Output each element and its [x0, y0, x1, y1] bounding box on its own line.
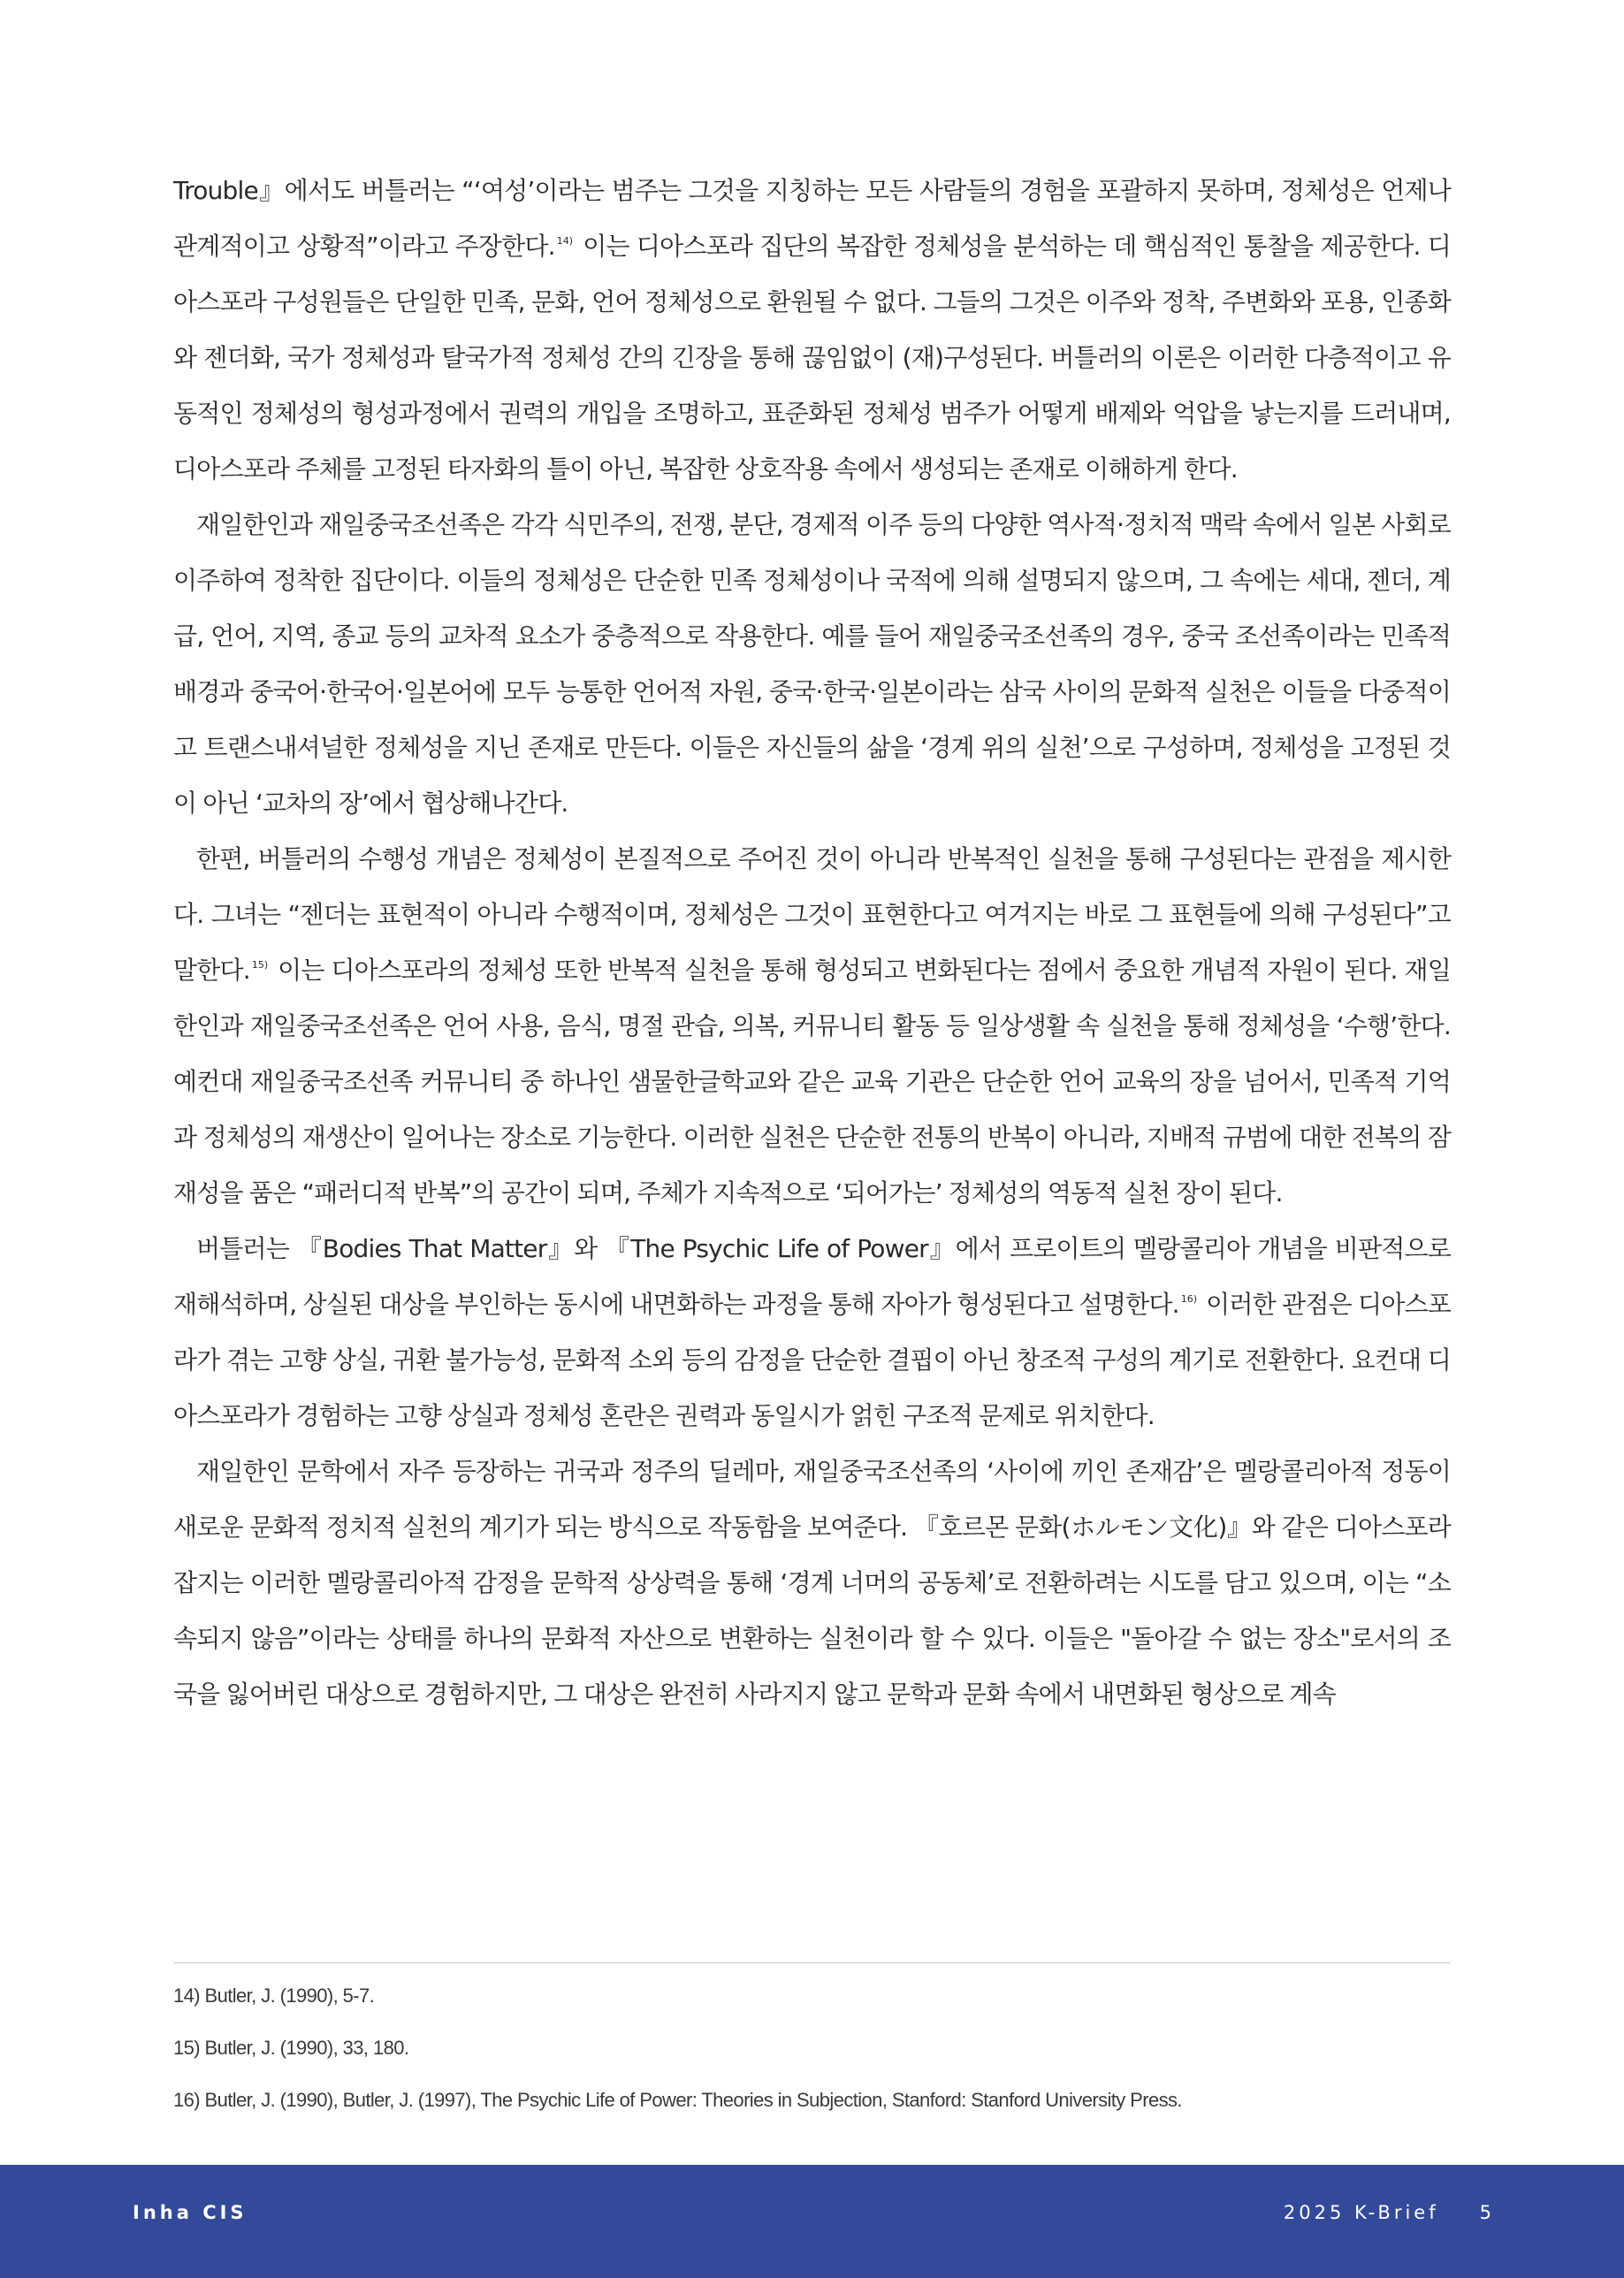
- footer-right: [1284, 2202, 1491, 2223]
- paragraph-3-text-b: 이는 디아스포라의 정체성 또한 반복적 실천을 통해 형성되고 변화된다는 점에서 중요한 개념적 자원이 된다. 재일한인과 재일중국조선족은 언어 사용, 음식, 명절 관습, 의복, 커뮤니티 활동 등 일상생활 속 실천을 통해 정체성을 ‘수행’한다. 예컨대 재일중국조선족 커뮤니티 중 하나인 샘물한글학교와 같은 교육 기관은 단순한 언어 교육의 장을 넘어서, 민족적 기억과 정체성의 재생산이 일어나는 장소로 기능한다. 이러한 실천은 단순한 전통의 반복이 아니라, 지배적 규범에 대한 전복의 잠재성을 품은 “패러디적 반복”의 공간이 되며, 주체가 지속적으로 ‘되어가는’ 정체성의 역동적 실천 장이 된다.: [173, 956, 1451, 1208]
- footer-series: 2025 K-Brief: [1283, 2202, 1439, 2223]
- footnote-ref-15[interactable]: 15): [251, 959, 269, 971]
- footnote-15: 15) Butler, J. (1990), 33, 180.: [173, 2037, 409, 2059]
- article-body: [173, 163, 1451, 1722]
- footnotes: [173, 1969, 1451, 2126]
- paragraph-1-text-b: 이는 디아스포라 집단의 복잡한 정체성을 분석하는 데 핵심적인 통찰을 제공한다. 디아스포라 구성원들은 단일한 민족, 문화, 언어 정체성으로 환원될 수 없다. 그들의 그것은 이주와 정착, 주변화와 포용, 인종화와 젠더화, 국가 정체성과 탈국가적 정체성 간의 긴장을 통해 끊임없이 (재)구성된다. 버틀러의 이론은 이러한 다층적이고 유동적인 정체성의 형성과정에서 권력의 개입을 조명하고, 표준화된 정체성 범주가 어떻게 배제와 억압을 낳는지를 드러내며, 디아스포라 주체를 고정된 타자화의 틀이 아닌, 복잡한 상호작용 속에서 생성되는 존재로 이해하게 한다.: [173, 232, 1451, 484]
- paragraph-3-text-a: 한편, 버틀러의 수행성 개념은 정체성이 본질적으로 주어진 것이 아니라 반복적인 실천을 통해 구성된다는 관점을 제시한다. 그녀는 “젠더는 표현적이 아니라 수행적이며, 정체성은 그것이 표현한다고 여겨지는 바로 그 표현들에 의해 구성된다”고 말한다.: [173, 844, 1451, 985]
- paragraph-5: 재일한인 문학에서 자주 등장하는 귀국과 정주의 딜레마, 재일중국조선족의 ‘사이에 끼인 존재감’은 멜랑콜리아적 정동이 새로운 문화적 정치적 실천의 계기가 되는 방식으로 작동함을 보여준다. 『호르몬 문화(ホルモン文化)』와 같은 디아스포라 잡지는 이러한 멜랑콜리아적 감정을 문학적 상상력을 통해 ‘경계 너머의 공동체’로 전환하려는 시도를 담고 있으며, 이는 “소속되지 않음”이라는 상태를 하나의 문화적 자산으로 변환하는 실천이라 할 수 있다. 이들은 "돌아갈 수 없는 장소"로서의 조국을 잃어버린 대상으로 경험하지만, 그 대상은 완전히 사라지지 않고 문학과 문화 속에서 내면화된 형상으로 계속: [173, 1457, 1451, 1709]
- footnote-14: 14) Butler, J. (1990), 5-7.: [173, 1985, 375, 2007]
- paragraph-3: [173, 831, 1451, 1221]
- paragraph-2: 재일한인과 재일중국조선족은 각각 식민주의, 전쟁, 분단, 경제적 이주 등의 다양한 역사적·정치적 맥락 속에서 일본 사회로 이주하여 정착한 집단이다. 이들의 정체성은 단순한 민족 정체성이나 국적에 의해 설명되지 않으며, 그 속에는 세대, 젠더, 계급, 언어, 지역, 종교 등의 교차적 요소가 중층적으로 작용한다. 예를 들어 재일중국조선족의 경우, 중국 조선족이라는 민족적 배경과 중국어·한국어·일본어에 모두 능통한 언어적 자원, 중국·한국·일본이라는 삼국 사이의 문화적 실천은 이들을 다중적이고 트랜스내셔널한 정체성을 지닌 존재로 만든다. 이들은 자신들의 삶을 ‘경계 위의 실천’으로 구성하며, 정체성을 고정된 것이 아닌 ‘교차의 장’에서 협상해나간다.: [173, 510, 1451, 818]
- paragraph-4: [173, 1221, 1451, 1444]
- footnote-divider: [173, 1962, 1451, 1963]
- paragraph-4-text-b: 이러한 관점은 디아스포라가 겪는 고향 상실, 귀환 불가능성, 문화적 소외 등의 감정을 단순한 결핍이 아닌 창조적 구성의 계기로 전환한다. 요컨대 디아스포라가 경험하는 고향 상실과 정체성 혼란은 권력과 동일시가 얽힌 구조적 문제로 위치한다.: [173, 1290, 1451, 1430]
- footer-bar: [0, 2165, 1624, 2278]
- footnote-16: 16) Butler, J. (1990), Butler, J. (1997), The Psychic Life of Power: Theories in Subjection, Stanford: Stanford University Press.: [173, 2089, 1182, 2111]
- footnote-ref-14[interactable]: 14): [556, 235, 574, 247]
- page-number: 5: [1479, 2202, 1491, 2223]
- paragraph-1-text-a: Trouble』에서도 버틀러는 “‘여성’이라는 범주는 그것을 지칭하는 모든 사람들의 경험을 포괄하지 못하며, 정체성은 언제나 관계적이고 상황적”이라고 주장한다.: [173, 176, 1451, 261]
- footnote-ref-16[interactable]: 16): [1180, 1293, 1198, 1305]
- footer-publisher: Inha CIS: [133, 2202, 248, 2223]
- paragraph-1: [173, 163, 1451, 497]
- paragraph-4-text-a: 버틀러는 『Bodies That Matter』와 『The Psychic Life of Power』에서 프로이트의 멜랑콜리아 개념을 비판적으로 재해석하며, 상실된 대상을 부인하는 동시에 내면화하는 과정을 통해 자아가 형성된다고 설명한다.: [173, 1234, 1451, 1319]
